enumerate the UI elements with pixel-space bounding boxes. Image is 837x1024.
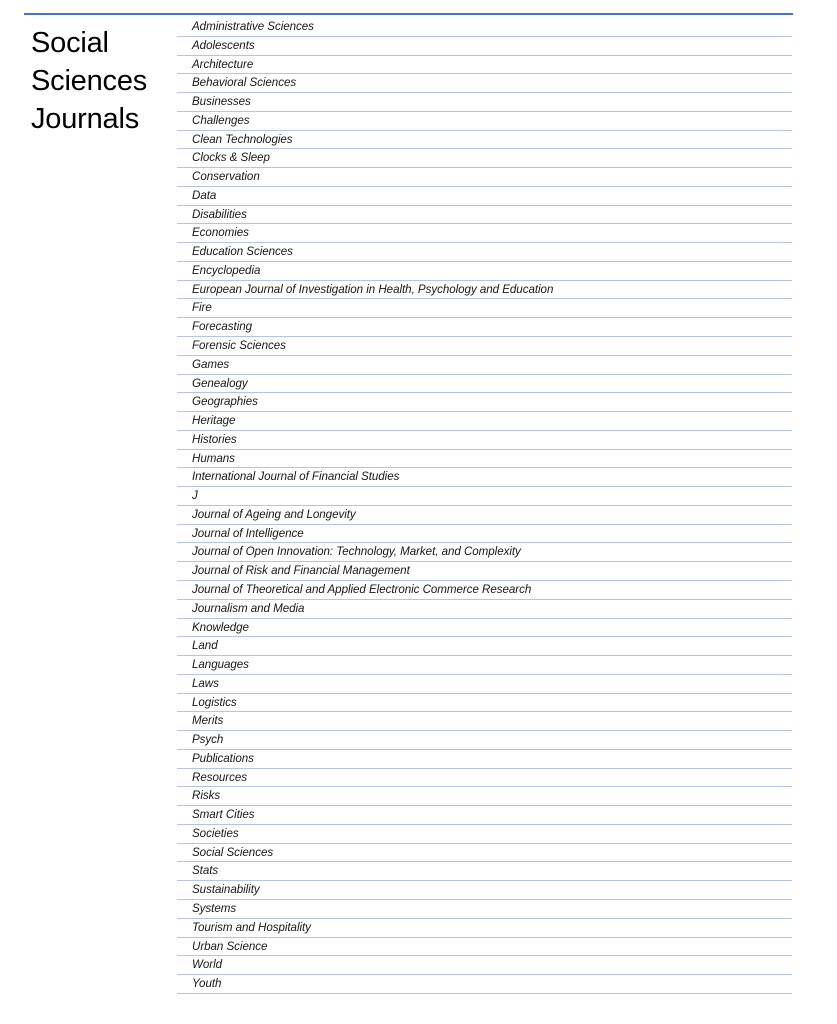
journal-name: Urban Science <box>192 939 268 953</box>
journal-name: Data <box>192 188 217 202</box>
journal-row[interactable] <box>177 543 792 562</box>
journal-row[interactable] <box>177 299 792 318</box>
journal-row[interactable] <box>177 337 792 356</box>
journal-row[interactable] <box>177 487 792 506</box>
journal-name: Journal of Risk and Financial Management <box>192 564 410 578</box>
journal-row[interactable] <box>177 149 792 168</box>
journal-row[interactable] <box>177 938 792 957</box>
journal-name: Genealogy <box>192 376 248 390</box>
journal-name: Merits <box>192 714 224 728</box>
journal-row[interactable] <box>177 168 792 187</box>
journal-row[interactable] <box>177 675 792 694</box>
journal-row[interactable] <box>177 750 792 769</box>
page-title-line-2: Sciences <box>31 65 148 97</box>
journal-row[interactable] <box>177 112 792 131</box>
journal-row[interactable] <box>177 694 792 713</box>
page-title-line-1: Social <box>31 27 109 59</box>
journal-name: Psych <box>192 733 224 747</box>
journal-name: Logistics <box>192 695 237 709</box>
journal-row[interactable] <box>177 656 792 675</box>
journal-row[interactable] <box>177 562 792 581</box>
journal-name: Journal of Ageing and Longevity <box>192 507 356 521</box>
journal-name: Laws <box>192 676 219 690</box>
journal-name: Clean Technologies <box>192 132 293 146</box>
journal-row[interactable] <box>177 74 792 93</box>
journal-name: Journal of Intelligence <box>192 526 304 540</box>
journal-row[interactable] <box>177 525 792 544</box>
journal-name: Disabilities <box>192 207 247 221</box>
journal-row[interactable] <box>177 506 792 525</box>
journal-name: Challenges <box>192 113 250 127</box>
journal-row[interactable] <box>177 18 792 37</box>
journal-row[interactable] <box>177 375 792 394</box>
journal-name: Heritage <box>192 414 236 428</box>
journal-row[interactable] <box>177 881 792 900</box>
journal-row[interactable] <box>177 318 792 337</box>
journal-row[interactable] <box>177 93 792 112</box>
journal-name: Journal of Open Innovation: Technology, Market, and Complexity <box>192 545 521 559</box>
journal-row[interactable] <box>177 206 792 225</box>
journal-row[interactable] <box>177 825 792 844</box>
journal-name: Fire <box>192 301 212 315</box>
journal-name: Geographies <box>192 395 258 409</box>
journal-row[interactable] <box>177 806 792 825</box>
journal-name: Adolescents <box>192 38 255 52</box>
journal-row[interactable] <box>177 787 792 806</box>
journal-name: Forecasting <box>192 320 253 334</box>
journal-name: Social Sciences <box>192 845 274 859</box>
journal-name: Knowledge <box>192 620 249 634</box>
journal-row[interactable] <box>177 600 792 619</box>
journal-row[interactable] <box>177 187 792 206</box>
journal-row[interactable] <box>177 37 792 56</box>
journal-name: Systems <box>192 901 237 915</box>
journal-name: J <box>192 489 198 503</box>
journal-name: Resources <box>192 770 247 784</box>
journal-name: International Journal of Financial Studies <box>192 470 400 484</box>
journal-name: Humans <box>192 451 235 465</box>
journal-name: Conservation <box>192 170 260 184</box>
journal-row[interactable] <box>177 956 792 975</box>
journal-name: Land <box>192 639 218 653</box>
journal-row[interactable] <box>177 393 792 412</box>
journal-list <box>177 18 792 994</box>
journal-row[interactable] <box>177 224 792 243</box>
journal-name: Sustainability <box>192 883 260 897</box>
journal-name: Histories <box>192 432 237 446</box>
journal-row[interactable] <box>177 619 792 638</box>
journal-row[interactable] <box>177 637 792 656</box>
journal-row[interactable] <box>177 131 792 150</box>
journal-row[interactable] <box>177 431 792 450</box>
journal-row[interactable] <box>177 769 792 788</box>
page-title-line-3: Journals <box>31 103 140 135</box>
journal-row[interactable] <box>177 356 792 375</box>
journal-row[interactable] <box>177 712 792 731</box>
journal-row[interactable] <box>177 975 792 994</box>
journal-name: Forensic Sciences <box>192 339 286 353</box>
journal-row[interactable] <box>177 862 792 881</box>
header-accent-rule <box>24 13 793 15</box>
journal-row[interactable] <box>177 243 792 262</box>
journal-name: Publications <box>192 751 254 765</box>
journal-name: Risks <box>192 789 221 803</box>
journal-name: Clocks & Sleep <box>192 151 270 165</box>
journal-name: Stats <box>192 864 219 878</box>
page-title <box>31 24 171 138</box>
journal-name: Businesses <box>192 95 251 109</box>
journal-row[interactable] <box>177 919 792 938</box>
journal-name: Journalism and Media <box>192 601 305 615</box>
journal-row[interactable] <box>177 56 792 75</box>
journal-name: Journal of Theoretical and Applied Electronic Commerce Research <box>192 582 532 596</box>
journal-row[interactable] <box>177 581 792 600</box>
journal-name: Tourism and Hospitality <box>192 920 311 934</box>
journal-row[interactable] <box>177 450 792 469</box>
journal-name: World <box>192 958 223 972</box>
journal-row[interactable] <box>177 844 792 863</box>
journal-name: Behavioral Sciences <box>192 76 297 90</box>
journal-name: Languages <box>192 658 249 672</box>
journal-row[interactable] <box>177 468 792 487</box>
journal-row[interactable] <box>177 731 792 750</box>
journal-name: European Journal of Investigation in Health, Psychology and Education <box>192 282 554 296</box>
journal-name: Education Sciences <box>192 245 293 259</box>
journal-name: Smart Cities <box>192 808 255 822</box>
journal-row[interactable] <box>177 412 792 431</box>
journal-row[interactable] <box>177 281 792 300</box>
journal-name: Economies <box>192 226 249 240</box>
journal-name: Games <box>192 357 230 371</box>
journal-name: Societies <box>192 826 239 840</box>
journal-row[interactable] <box>177 262 792 281</box>
journal-name: Encyclopedia <box>192 263 261 277</box>
journal-row[interactable] <box>177 900 792 919</box>
journal-name: Architecture <box>192 57 254 71</box>
journal-name: Youth <box>192 977 222 991</box>
journal-name: Administrative Sciences <box>192 20 314 33</box>
